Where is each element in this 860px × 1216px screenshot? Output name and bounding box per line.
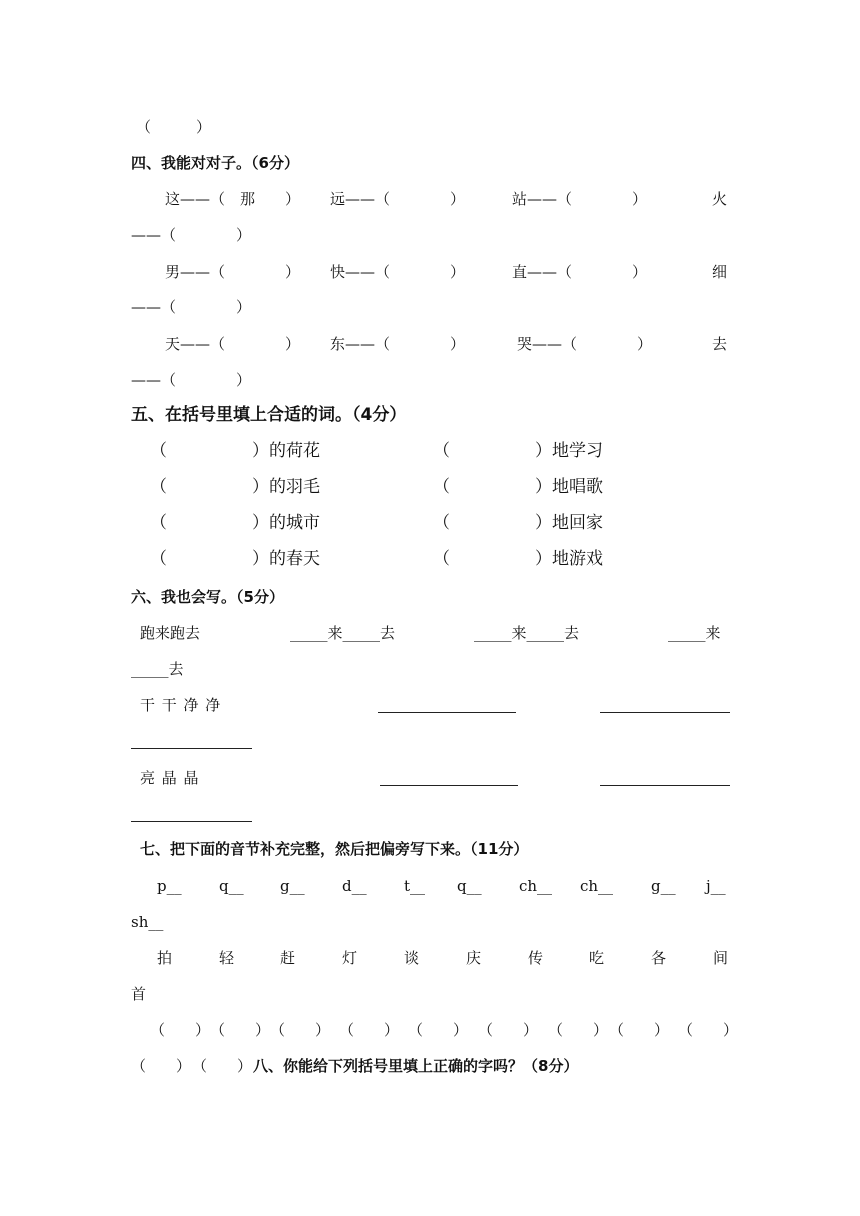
char-item: 吃 [589,949,605,967]
char-item: 灯 [342,949,358,967]
fill-word-item: （ ）地唱歌 [433,477,603,497]
section-4-title: 四、我能对对子。（6分） [131,154,299,172]
pair-item: 东——（ ） [330,335,466,353]
pinyin-item: ch__ [580,877,614,895]
answer-line [600,712,730,713]
pinyin-item: q__ [219,877,244,895]
section-5-title: 五、在括号里填上合适的词。（4分） [131,405,407,425]
pair-item: 哭——（ ） [517,335,653,353]
char-item: 各 [651,949,667,967]
pair-item-tail: ——（ ） [131,298,252,316]
char-item: 拍 [157,949,173,967]
pair-item-tail: ——（ ） [131,226,252,244]
char-item: 谈 [404,949,420,967]
char-item: 庆 [466,949,482,967]
answer-paren: （ ） [408,1021,469,1039]
pinyin-item: g__ [280,877,305,895]
pair-item-tail: ——（ ） [131,371,252,389]
pair-item: 去 [712,335,728,353]
pair-item: 直——（ ） [512,263,648,281]
answer-paren: （ ） [270,1021,331,1039]
fill-word-item: （ ）地游戏 [433,549,603,569]
pair-item: 男——（ ） [165,263,301,281]
word-pattern: _____来_____去 [474,624,580,642]
pinyin-item: q__ [457,877,482,895]
answer-paren: （ ） [150,1021,211,1039]
char-item: 间 [713,949,729,967]
word-example: 跑来跑去 [140,624,201,642]
word-pattern: _____来 [668,624,721,642]
pair-item: 火 [712,190,728,208]
char-item: 赶 [280,949,296,967]
pair-item: 快——（ ） [330,263,466,281]
word-example: 亮 晶 晶 [140,769,200,787]
answer-paren: （ ） [131,1057,192,1075]
word-pattern-tail: _____去 [131,660,184,678]
answer-paren: （ ） [478,1021,539,1039]
answer-paren: （ ） [210,1021,271,1039]
answer-line [378,712,516,713]
fill-word-item: （ ）的城市 [150,513,320,533]
section-6-title: 六、我也会写。（5分） [131,588,284,606]
fill-word-item: （ ）地回家 [433,513,603,533]
answer-paren: （ ） [192,1057,253,1075]
fill-word-item: （ ）的春天 [150,549,320,569]
pair-item: 天——（ ） [165,335,301,353]
answer-paren: （ ） [678,1021,739,1039]
pair-item: 细 [712,263,728,281]
pinyin-item: ch__ [519,877,553,895]
section-8-title: 八、你能给下列括号里填上正确的字吗？（8分） [253,1057,579,1075]
char-item: 首 [131,985,147,1003]
fill-word-item: （ ）的羽毛 [150,477,320,497]
section-7-title: 七、把下面的音节补充完整，然后把偏旁写下来。（11分） [140,840,529,858]
char-item: 传 [528,949,544,967]
answer-line [131,821,252,822]
pinyin-item: d__ [342,877,367,895]
pinyin-item: j__ [706,877,726,895]
fill-word-item: （ ）的荷花 [150,441,320,461]
word-pattern: _____来_____去 [290,624,396,642]
word-example: 干 干 净 净 [140,696,222,714]
leftover-paren: （ ） [136,118,212,136]
pair-item: 远——（ ） [330,190,466,208]
char-item: 轻 [219,949,235,967]
fill-word-item: （ ）地学习 [433,441,603,461]
pinyin-item: t__ [404,877,426,895]
pair-item: 这——（ 那 ） [165,190,301,208]
answer-paren: （ ） [609,1021,670,1039]
pinyin-item: p__ [157,877,182,895]
pinyin-item: g__ [651,877,676,895]
answer-line [131,748,252,749]
answer-line [380,785,518,786]
answer-paren: （ ） [339,1021,400,1039]
pinyin-item: sh__ [131,913,164,931]
answer-paren: （ ） [548,1021,609,1039]
answer-line [600,785,730,786]
pair-item: 站——（ ） [512,190,648,208]
